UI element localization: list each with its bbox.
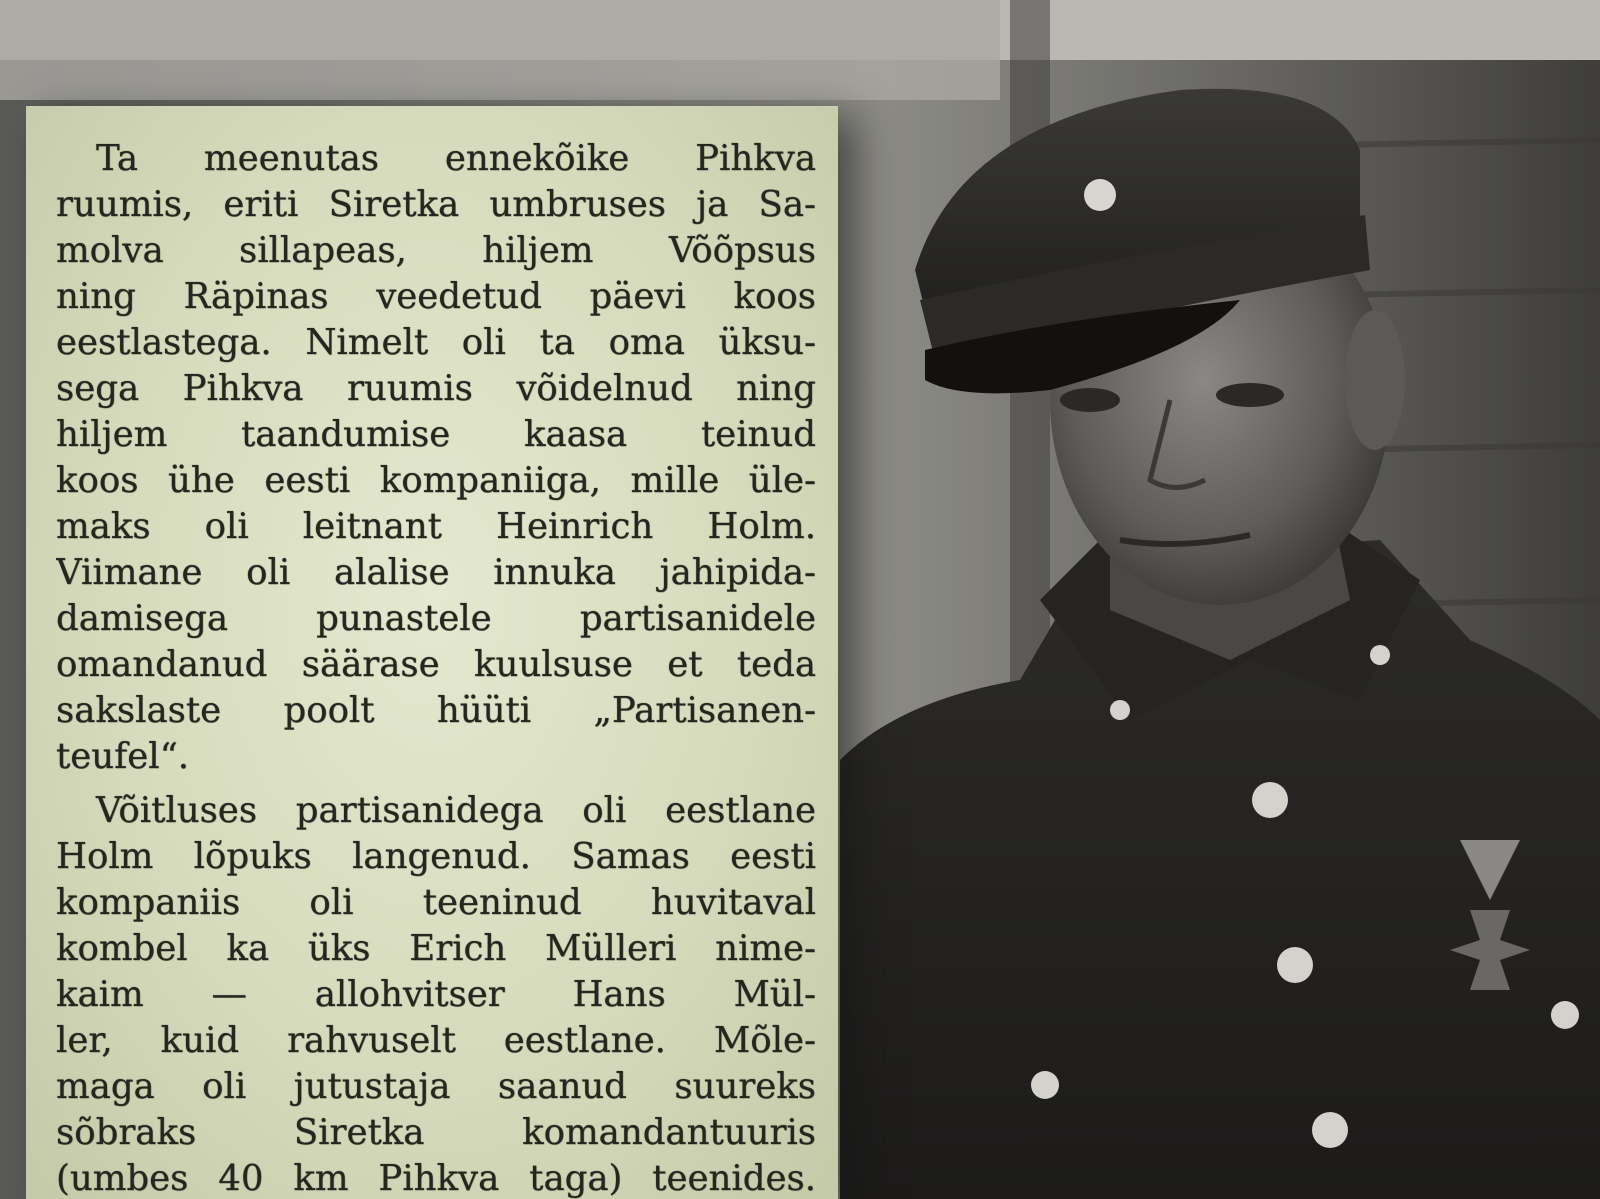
paragraph-gap — [56, 780, 816, 788]
newspaper-clipping — [26, 106, 838, 1199]
article-line: maga oli jutustaja saanud suureks — [56, 1066, 816, 1107]
article-line: molva sillapeas, hiljem Võõpsus — [56, 230, 816, 271]
article-line: kaim — allohvitser Hans Mül- — [56, 974, 816, 1015]
article-line: ning Räpinas veedetud päevi koos — [56, 276, 816, 317]
article-line: ruumis, eriti Siretka umbruses ja Sa- — [56, 184, 816, 225]
article-line: Viimane oli alalise innuka jahipida- — [56, 552, 816, 593]
article-line: kombel ka üks Erich Mülleri nime- — [56, 928, 816, 969]
article-line: Võitluses partisanidega oli eestlane — [96, 790, 816, 831]
article-line: sakslaste poolt hüüti „Partisanen- — [56, 690, 816, 731]
article-text — [56, 136, 816, 1199]
article-line: omandanud säärase kuulsuse et teda — [56, 644, 816, 685]
article-line: (umbes 40 km Pihkva taga) teenides. — [56, 1158, 816, 1199]
article-line: Holm lõpuks langenud. Samas eesti — [56, 836, 816, 877]
article-line: sega Pihkva ruumis võidelnud ning — [56, 368, 816, 409]
article-line: teufel“. — [56, 736, 190, 777]
article-line: damisega punastele partisanidele — [56, 598, 816, 639]
article-line: Ta meenutas ennekõike Pihkva — [96, 138, 816, 179]
article-line: kompaniis oli teeninud huvitaval — [56, 882, 816, 923]
article-line: hiljem taandumise kaasa teinud — [56, 414, 816, 455]
article-line: sõbraks Siretka komandantuuris — [56, 1112, 816, 1153]
article-line: eestlastega. Nimelt oli ta oma üksu- — [56, 322, 816, 363]
article-line: koos ühe eesti kompaniiga, mille üle- — [56, 460, 816, 501]
article-line: maks oli leitnant Heinrich Holm. — [56, 506, 816, 547]
article-line: ler, kuid rahvuselt eestlane. Mõle- — [56, 1020, 816, 1061]
